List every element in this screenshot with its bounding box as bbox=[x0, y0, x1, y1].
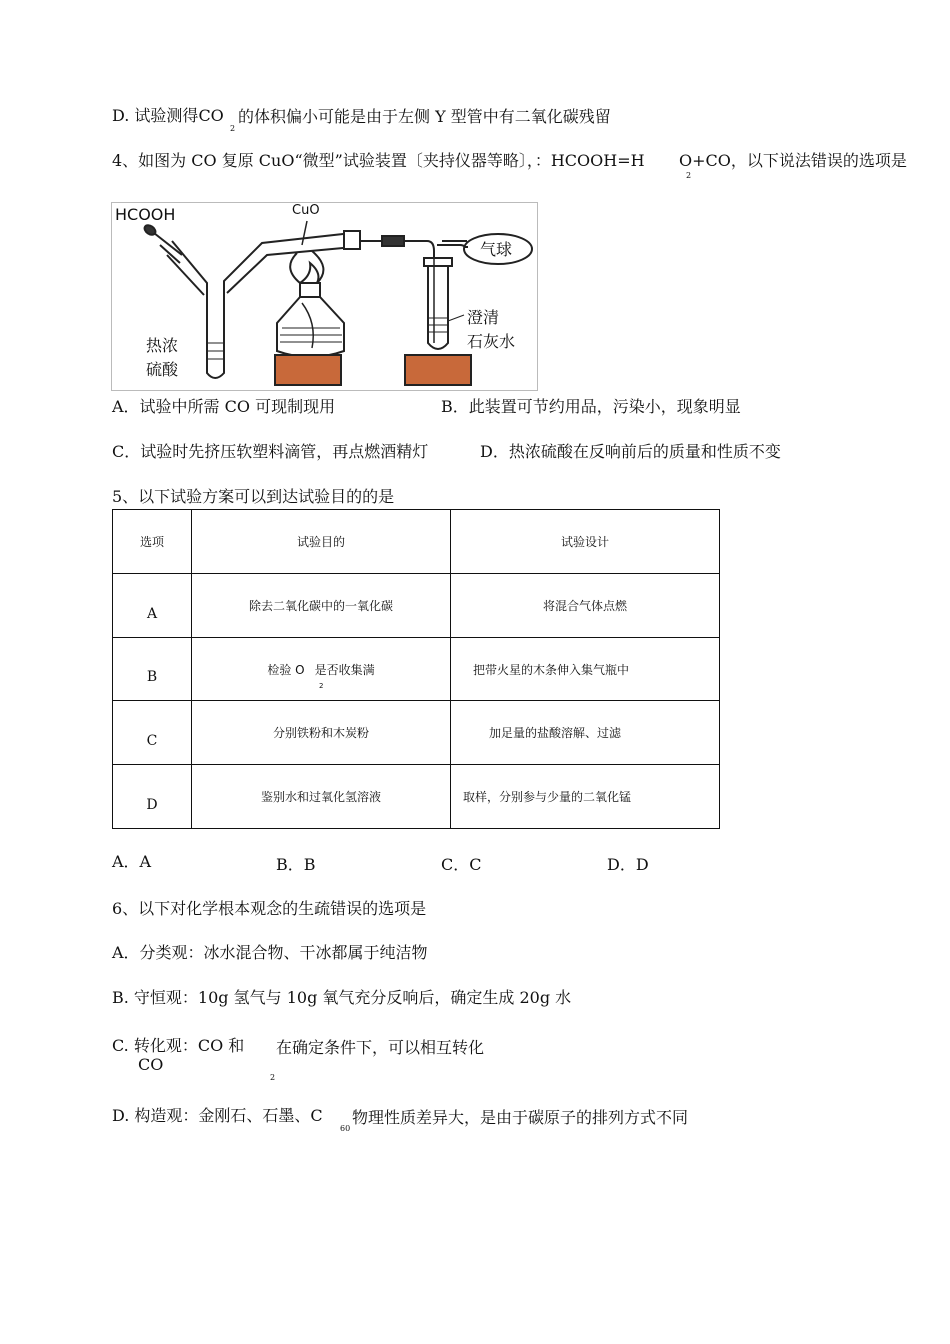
label-balloon: 气球 bbox=[480, 240, 513, 259]
table-row bbox=[113, 701, 720, 765]
q6-option-c-co: CO bbox=[138, 1055, 164, 1074]
q6-stem: 6、以下对化学根本观念的生疏错误的选项是 bbox=[112, 899, 427, 918]
q3d-prefix: D. 试验测得 bbox=[112, 106, 199, 125]
q5-answer-c: C．C bbox=[441, 855, 482, 874]
row-goal: 鉴别水和过氧化氢溶液 bbox=[192, 765, 451, 829]
row-goal: 检验 O 是否收集满 2 bbox=[192, 638, 451, 701]
limewater-tube bbox=[424, 253, 452, 349]
row-design: 把带火星的木条伸入集气瓶中 bbox=[451, 638, 720, 701]
wood-block-left bbox=[275, 355, 341, 385]
q5-answer-a: A．A bbox=[112, 852, 152, 871]
label-lime-2: 石灰水 bbox=[467, 332, 516, 351]
label-acid-1: 热浓 bbox=[146, 336, 179, 355]
q4-stem-sub: 2 bbox=[686, 171, 692, 180]
row-design: 将混合气体点燃 bbox=[451, 574, 720, 638]
row-design: 取样，分别参与少量的二氧化锰 bbox=[451, 765, 720, 829]
table-row bbox=[113, 765, 720, 829]
q3d-sub: 2 bbox=[230, 124, 236, 133]
row-goal: 分别铁粉和木炭粉 bbox=[192, 701, 451, 765]
q5-table bbox=[112, 509, 720, 829]
q4-option-c: C．试验时先挤压软塑料滴管，再点燃酒精灯 bbox=[112, 442, 429, 461]
dropper bbox=[143, 223, 182, 263]
label-lime-1: 澄清 bbox=[467, 308, 500, 327]
q5-answer-b: B．B bbox=[276, 855, 316, 874]
row-option: A bbox=[113, 574, 192, 638]
alcohol-lamp bbox=[277, 251, 344, 357]
row-option: C bbox=[113, 701, 192, 765]
row-design: 加足量的盐酸溶解、过滤 bbox=[451, 701, 720, 765]
q5-answer-d: D．D bbox=[607, 855, 649, 874]
acid-liquid bbox=[208, 343, 223, 359]
wood-block-right bbox=[405, 355, 471, 385]
q6-option-d-b: 物理性质差异大，是由于碳原子的排列方式不同 bbox=[352, 1108, 689, 1127]
q4-stem bbox=[112, 151, 645, 171]
q5-stem: 5、以下试验方案可以到达试验目的的是 bbox=[112, 487, 395, 506]
header-goal: 试验目的 bbox=[192, 510, 451, 574]
q3d-co: CO bbox=[198, 106, 224, 125]
header-design: 试验设计 bbox=[451, 510, 720, 574]
apparatus-figure bbox=[111, 202, 538, 391]
label-cuo: CuO bbox=[292, 203, 320, 218]
q4-option-b: B．此装置可节约用品，污染小，现象明显 bbox=[441, 397, 741, 416]
q4-stem-b: O+CO，以下说法错误的选项是 bbox=[679, 151, 907, 170]
q6-option-c-b: 在确定条件下，可以相互转化 bbox=[276, 1038, 485, 1057]
q6-option-b: B. 守恒观：10g 氢气与 10g 氧气充分反响后，确定生成 20g 水 bbox=[112, 988, 572, 1007]
q4-option-a: A．试验中所需 CO 可现制现用 bbox=[112, 397, 336, 416]
q6-option-d-a: D. 构造观：金刚石、石墨、C bbox=[112, 1106, 323, 1125]
row-option: D bbox=[113, 765, 192, 829]
q3d-suffix: 的体积偏小可能是由于左侧 Y 型管中有二氧化碳残留 bbox=[238, 107, 611, 126]
table-row bbox=[113, 638, 720, 701]
q6-option-a: A．分类观：冰水混合物、干冰都属于纯洁物 bbox=[112, 943, 428, 962]
row-goal: 除去二氧化碳中的一氧化碳 bbox=[192, 574, 451, 638]
label-acid-2: 硫酸 bbox=[146, 360, 179, 379]
label-hcooh: HCOOH bbox=[115, 205, 176, 224]
q4-stem-a: 4、如图为 CO 复原 CuO“微型”试验装置〔夹持仪器等略〕，：HCOOH=H bbox=[112, 151, 645, 170]
header-option: 选项 bbox=[113, 510, 192, 574]
q6-option-d-sub: 60 bbox=[340, 1124, 351, 1133]
q4-option-d: D．热浓硫酸在反响前后的质量和性质不变 bbox=[480, 442, 781, 461]
q3-option-d bbox=[112, 106, 224, 126]
q6-option-c-a: C. 转化观：CO 和 bbox=[112, 1036, 245, 1055]
row-option: B bbox=[113, 638, 192, 701]
table-header-row bbox=[113, 510, 720, 574]
q6-option-c-sub: 2 bbox=[270, 1073, 276, 1082]
table-row bbox=[113, 574, 720, 638]
